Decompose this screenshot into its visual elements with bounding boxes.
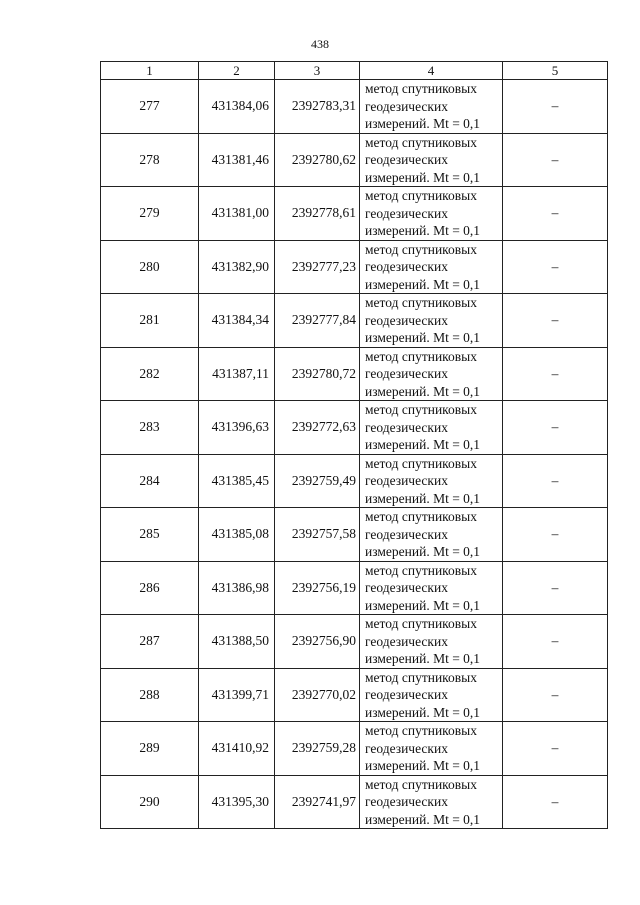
point-number-cell: 289: [101, 722, 199, 776]
method-line: измерений. Mt = 0,1: [365, 597, 481, 613]
method-line: измерений. Mt = 0,1: [365, 276, 481, 292]
method-line: метод спутниковых: [365, 616, 477, 631]
x-coordinate-cell: 431395,30: [199, 775, 275, 829]
table-row: [101, 508, 608, 562]
method-line: измерений. Mt = 0,1: [365, 223, 481, 238]
note-cell: –: [503, 347, 608, 401]
method-line: метод спутниковых: [365, 81, 477, 96]
method-cell: [360, 668, 503, 722]
y-coordinate-cell: 2392770,02: [275, 668, 360, 722]
y-coordinate-cell: 2392772,63: [275, 401, 360, 455]
table-row: [101, 561, 608, 615]
method-line: метод спутниковых: [365, 723, 477, 738]
method-line: геодезических: [365, 366, 448, 381]
note-cell: –: [503, 294, 608, 348]
y-coordinate-cell: 2392759,28: [275, 722, 360, 776]
method-line: измерений. Mt = 0,1: [365, 651, 481, 666]
y-coordinate-cell: 2392757,58: [275, 508, 360, 562]
table-row: [101, 668, 608, 722]
coordinates-table: [100, 61, 608, 829]
method-cell: [360, 454, 503, 508]
method-line: измерений. Mt = 0,1: [365, 169, 481, 185]
x-coordinate-cell: 431381,46: [199, 133, 275, 187]
method-line: метод спутниковых: [365, 348, 477, 364]
note-cell: –: [503, 133, 608, 187]
table-row: [101, 722, 608, 776]
y-coordinate-cell: 2392783,31: [275, 80, 360, 134]
table-row: [101, 454, 608, 508]
method-line: геодезических: [365, 794, 448, 809]
y-coordinate-cell: 2392741,97: [275, 775, 360, 829]
y-coordinate-cell: 2392778,61: [275, 187, 360, 241]
method-line: измерений. Mt = 0,1: [365, 811, 481, 827]
note-cell: –: [503, 561, 608, 615]
header-col-1: 1: [101, 62, 199, 80]
x-coordinate-cell: 431381,00: [199, 187, 275, 241]
method-cell: [360, 401, 503, 455]
point-number-cell: 283: [101, 401, 199, 455]
method-line: метод спутниковых: [365, 669, 477, 685]
method-line: измерений. Mt = 0,1: [365, 490, 481, 506]
method-line: геодезических: [365, 259, 448, 274]
x-coordinate-cell: 431399,71: [199, 668, 275, 722]
y-coordinate-cell: 2392756,90: [275, 615, 360, 669]
note-cell: –: [503, 240, 608, 294]
y-coordinate-cell: 2392777,23: [275, 240, 360, 294]
method-line: геодезических: [365, 526, 448, 542]
method-cell: [360, 508, 503, 562]
point-number-cell: 287: [101, 615, 199, 669]
method-line: геодезических: [365, 580, 448, 595]
x-coordinate-cell: 431385,45: [199, 454, 275, 508]
y-coordinate-cell: 2392756,19: [275, 561, 360, 615]
method-cell: [360, 133, 503, 187]
x-coordinate-cell: 431384,06: [199, 80, 275, 134]
method-line: измерений. Mt = 0,1: [365, 330, 481, 345]
method-cell: [360, 615, 503, 669]
method-line: метод спутниковых: [365, 455, 477, 471]
x-coordinate-cell: 431385,08: [199, 508, 275, 562]
y-coordinate-cell: 2392759,49: [275, 454, 360, 508]
method-line: метод спутниковых: [365, 134, 477, 150]
method-line: геодезических: [365, 312, 448, 328]
header-col-2: 2: [199, 62, 275, 80]
header-row: [101, 62, 608, 80]
y-coordinate-cell: 2392780,72: [275, 347, 360, 401]
point-number-cell: 282: [101, 347, 199, 401]
method-cell: [360, 775, 503, 829]
method-line: геодезических: [365, 152, 448, 167]
note-cell: –: [503, 668, 608, 722]
method-cell: [360, 561, 503, 615]
note-cell: –: [503, 615, 608, 669]
y-coordinate-cell: 2392780,62: [275, 133, 360, 187]
method-line: измерений. Mt = 0,1: [365, 758, 481, 773]
point-number-cell: 278: [101, 133, 199, 187]
method-line: метод спутниковых: [365, 295, 477, 310]
method-line: геодезических: [365, 633, 448, 649]
table-row: [101, 80, 608, 134]
point-number-cell: 284: [101, 454, 199, 508]
x-coordinate-cell: 431387,11: [199, 347, 275, 401]
point-number-cell: 288: [101, 668, 199, 722]
point-number-cell: 280: [101, 240, 199, 294]
table-row: [101, 294, 608, 348]
method-line: измерений. Mt = 0,1: [365, 704, 481, 720]
method-cell: [360, 240, 503, 294]
table-row: [101, 240, 608, 294]
method-cell: [360, 347, 503, 401]
table-row: [101, 401, 608, 455]
point-number-cell: 285: [101, 508, 199, 562]
table-row: [101, 187, 608, 241]
header-col-5: 5: [503, 62, 608, 80]
method-line: геодезических: [365, 205, 448, 221]
table-row: [101, 347, 608, 401]
method-line: геодезических: [365, 687, 448, 702]
method-cell: [360, 80, 503, 134]
method-line: геодезических: [365, 740, 448, 756]
table-body: [101, 80, 608, 829]
method-line: метод спутниковых: [365, 509, 477, 524]
point-number-cell: 281: [101, 294, 199, 348]
table-row: [101, 775, 608, 829]
x-coordinate-cell: 431386,98: [199, 561, 275, 615]
note-cell: –: [503, 508, 608, 562]
page-number: 438: [311, 37, 329, 51]
method-line: метод спутниковых: [365, 402, 477, 417]
header-col-3: 3: [275, 62, 360, 80]
method-line: измерений. Mt = 0,1: [365, 116, 481, 131]
method-cell: [360, 722, 503, 776]
note-cell: –: [503, 187, 608, 241]
x-coordinate-cell: 431384,34: [199, 294, 275, 348]
method-cell: [360, 294, 503, 348]
note-cell: –: [503, 401, 608, 455]
note-cell: –: [503, 454, 608, 508]
point-number-cell: 286: [101, 561, 199, 615]
method-line: измерений. Mt = 0,1: [365, 544, 481, 559]
header-col-4: 4: [360, 62, 503, 80]
x-coordinate-cell: 431388,50: [199, 615, 275, 669]
method-line: геодезических: [365, 473, 448, 488]
method-line: геодезических: [365, 98, 448, 114]
table-row: [101, 133, 608, 187]
x-coordinate-cell: 431396,63: [199, 401, 275, 455]
point-number-cell: 290: [101, 775, 199, 829]
method-line: метод спутниковых: [365, 562, 477, 578]
point-number-cell: 279: [101, 187, 199, 241]
method-line: измерений. Mt = 0,1: [365, 437, 481, 452]
x-coordinate-cell: 431382,90: [199, 240, 275, 294]
method-line: измерений. Mt = 0,1: [365, 383, 481, 399]
table-header: [101, 62, 608, 80]
point-number-cell: 277: [101, 80, 199, 134]
note-cell: –: [503, 775, 608, 829]
method-line: геодезических: [365, 419, 448, 435]
method-line: метод спутниковых: [365, 188, 477, 203]
method-line: метод спутниковых: [365, 241, 477, 257]
y-coordinate-cell: 2392777,84: [275, 294, 360, 348]
note-cell: –: [503, 80, 608, 134]
note-cell: –: [503, 722, 608, 776]
method-line: метод спутниковых: [365, 776, 477, 792]
x-coordinate-cell: 431410,92: [199, 722, 275, 776]
method-cell: [360, 187, 503, 241]
table-row: [101, 615, 608, 669]
